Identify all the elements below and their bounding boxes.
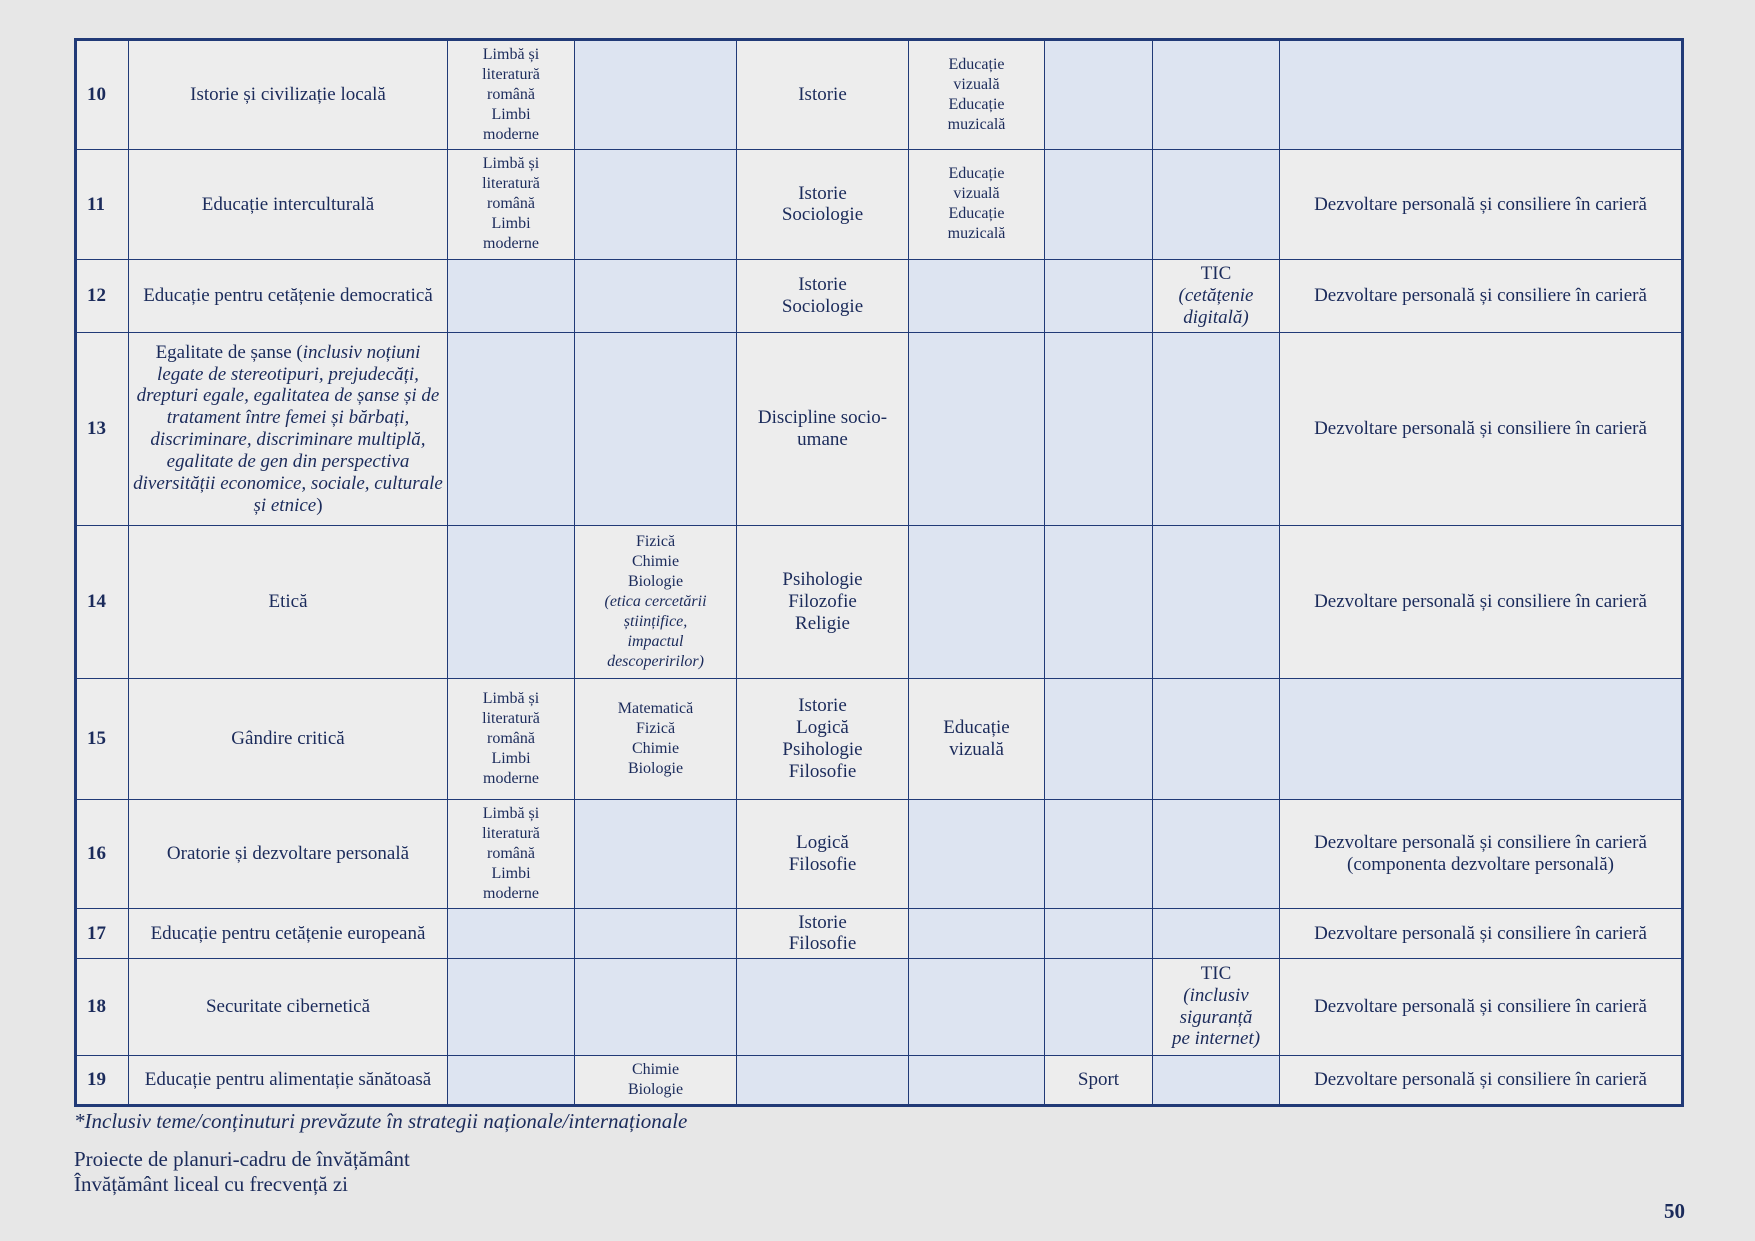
counseling-note: (componenta dezvoltare personală) (1347, 854, 1614, 876)
counseling-text: Dezvoltare personală și consiliere în carieră (1314, 193, 1647, 215)
counseling-text: Dezvoltare personală și consiliere în carieră (1314, 832, 1647, 854)
language-cell-line: română (487, 729, 535, 747)
counseling-cell (1280, 259, 1683, 332)
sport-cell (1045, 800, 1153, 909)
language-cell-line: moderne (483, 769, 539, 787)
sciences-cell-line: Matematică (617, 699, 694, 717)
counseling-text: Dezvoltare personală și consiliere în carieră (1314, 922, 1647, 944)
language-cell-line: moderne (483, 885, 539, 903)
language-cell (448, 259, 575, 332)
arts-cell-line: vizuală (953, 185, 1000, 203)
theme-text: Educație pentru cetățenie democratică (143, 284, 433, 306)
sciences-cell-line: Biologie (627, 573, 684, 591)
footer-line-2: Învățământ liceal cu frecvență zi (74, 1172, 349, 1196)
theme-cell (129, 526, 448, 678)
tic-cell-note-line: pe internet) (1171, 1028, 1261, 1050)
tic-cell (1153, 909, 1280, 958)
arts-cell-line: Educație (948, 205, 1005, 223)
sciences-cell-line: Biologie (627, 1080, 684, 1098)
social-cell-line: Istorie (798, 182, 847, 204)
sciences-cell (575, 1055, 737, 1105)
language-cell (448, 332, 575, 526)
theme-cell (129, 909, 448, 958)
language-cell-line: literatură (482, 175, 540, 193)
sciences-cell-note-line: (etica cercetării (604, 593, 707, 611)
sciences-cell (575, 958, 737, 1055)
counseling-cell (1280, 800, 1683, 909)
arts-cell (909, 150, 1045, 259)
language-cell (448, 958, 575, 1055)
sciences-cell-line: Chimie (631, 739, 680, 757)
social-cell-line: Filosofie (788, 933, 857, 955)
counseling-cell (1280, 332, 1683, 526)
theme-italic-text: inclusiv noțiuni legate de stereotipuri, prejudecăți, drepturi egale, egalitatea de șanse și de tratament între femei și bărbați, discriminare, discriminare multiplă, egalitate de gen din perspectiva diversității economice, sociale, culturale și etnice (133, 341, 443, 516)
theme-cell (129, 1055, 448, 1105)
language-cell-line: Limbă și (482, 689, 540, 707)
tic-cell (1153, 678, 1280, 799)
theme-text: Educație interculturală (201, 193, 375, 215)
tic-cell (1153, 40, 1280, 150)
counseling-text: Dezvoltare personală și consiliere în carieră (1314, 591, 1647, 613)
language-cell (448, 1055, 575, 1105)
table-row (76, 150, 1683, 259)
counseling-cell (1280, 958, 1683, 1055)
language-cell-line: Limbă și (482, 46, 540, 64)
sport-cell (1045, 150, 1153, 259)
arts-cell (909, 1055, 1045, 1105)
social-cell-line: Sociologie (781, 204, 864, 226)
sport-cell (1045, 526, 1153, 678)
social-cell-line: Filozofie (788, 591, 857, 613)
row-number: 14 (76, 526, 129, 678)
table-body (76, 40, 1683, 1106)
arts-cell (909, 332, 1045, 526)
language-cell-line: Limbă și (482, 155, 540, 173)
table-row (76, 259, 1683, 332)
arts-cell-line: Educație (948, 56, 1005, 74)
social-cell-line: Filosofie (788, 760, 857, 782)
social-cell-line: Istorie (798, 695, 847, 717)
table-row (76, 526, 1683, 678)
row-number: 17 (76, 909, 129, 958)
arts-cell (909, 526, 1045, 678)
tic-cell (1153, 332, 1280, 526)
theme-text: Oratorie și dezvoltare personală (166, 843, 410, 865)
social-cell (737, 259, 909, 332)
social-cell (737, 40, 909, 150)
table-row (76, 332, 1683, 526)
social-cell (737, 150, 909, 259)
social-cell (737, 1055, 909, 1105)
social-cell-line: Istorie (798, 911, 847, 933)
row-number: 13 (76, 332, 129, 526)
language-cell (448, 526, 575, 678)
theme-cell (129, 259, 448, 332)
social-cell-line: Religie (795, 612, 850, 634)
table-row (76, 909, 1683, 958)
language-cell (448, 150, 575, 259)
sciences-cell (575, 800, 737, 909)
social-cell (737, 526, 909, 678)
social-cell-line: Logică (796, 832, 849, 854)
theme-text: Etică (268, 591, 308, 613)
sciences-cell (575, 40, 737, 150)
row-number: 18 (76, 958, 129, 1055)
sport-cell: Sport (1045, 1055, 1153, 1105)
language-cell-line: Limbi (491, 749, 531, 767)
table-row (76, 678, 1683, 799)
arts-cell (909, 800, 1045, 909)
arts-cell (909, 40, 1045, 150)
row-number: 19 (76, 1055, 129, 1105)
arts-cell-line: vizuală (953, 76, 1000, 94)
sciences-cell-note-line: impactul (627, 633, 684, 651)
theme-cell (129, 150, 448, 259)
social-cell-line: umane (797, 429, 848, 451)
language-cell-line: literatură (482, 709, 540, 727)
language-cell (448, 909, 575, 958)
language-cell-line: Limbă și (482, 805, 540, 823)
theme-cell (129, 678, 448, 799)
tic-cell-note-line: (cetățenie (1178, 284, 1254, 306)
language-cell-line: literatură (482, 825, 540, 843)
theme-close-text: ) (316, 494, 323, 516)
social-cell-line: Discipline socio- (757, 407, 888, 429)
counseling-text: Dezvoltare personală și consiliere în carieră (1314, 418, 1647, 440)
sciences-cell-line: Fizică (635, 719, 676, 737)
sciences-cell-note-line: științifice, (623, 613, 688, 631)
sport-cell (1045, 332, 1153, 526)
theme-cell (129, 800, 448, 909)
theme-text: Istorie și civilizație locală (190, 84, 386, 106)
page-number: 50 (1664, 1199, 1685, 1223)
sciences-cell (575, 678, 737, 799)
arts-cell (909, 909, 1045, 958)
sport-cell (1045, 678, 1153, 799)
footnote: *Inclusiv teme/conținuturi prevăzute în strategii naționale/internaționale (74, 1109, 688, 1133)
sciences-cell-note-line: descoperirilor) (607, 653, 704, 671)
language-cell-line: Limbi (491, 865, 531, 883)
theme-cell (129, 40, 448, 150)
theme-text: Securitate cibernetică (205, 995, 371, 1017)
theme-text: Gândire critică (231, 727, 345, 749)
arts-cell-line: muzicală (947, 116, 1006, 134)
language-cell-line: moderne (483, 126, 539, 144)
tic-cell-note-line: digitală) (1183, 306, 1249, 328)
row-number: 11 (76, 150, 129, 259)
counseling-cell (1280, 40, 1683, 150)
social-cell (737, 958, 909, 1055)
language-cell-line: română (487, 195, 535, 213)
row-number: 15 (76, 678, 129, 799)
row-number: 16 (76, 800, 129, 909)
table-row (76, 1055, 1683, 1105)
social-cell (737, 332, 909, 526)
footer-line-1: Proiecte de planuri-cadru de învățământ (74, 1147, 410, 1171)
theme-text: Educație pentru alimentație sănătoasă (144, 1068, 432, 1090)
sport-cell (1045, 259, 1153, 332)
language-cell-line: Limbi (491, 215, 531, 233)
tic-cell (1153, 1055, 1280, 1105)
tic-cell-line: TIC (1200, 262, 1232, 284)
counseling-cell (1280, 1055, 1683, 1105)
theme-text: Egalitate de șanse ( (155, 341, 303, 363)
sciences-cell (575, 259, 737, 332)
theme-text: Educație pentru cetățenie europeană (150, 922, 426, 944)
social-cell-line: Logică (796, 717, 849, 739)
social-cell-line: Psihologie (782, 738, 863, 760)
language-cell-line: Limbi (491, 106, 531, 124)
sciences-cell (575, 909, 737, 958)
social-cell-line: Istorie (798, 273, 847, 295)
language-cell (448, 40, 575, 150)
social-cell-line: Filosofie (788, 854, 857, 876)
tic-cell (1153, 800, 1280, 909)
sport-cell (1045, 909, 1153, 958)
sciences-cell (575, 150, 737, 259)
language-cell-line: moderne (483, 235, 539, 253)
tic-cell-line: TIC (1200, 962, 1232, 984)
social-cell (737, 678, 909, 799)
tic-cell-note-line: (inclusiv (1183, 984, 1249, 1006)
arts-cell-line: muzicală (947, 225, 1006, 243)
social-cell (737, 909, 909, 958)
counseling-text: Dezvoltare personală și consiliere în carieră (1314, 284, 1647, 306)
sport-cell (1045, 958, 1153, 1055)
sciences-cell-line: Chimie (631, 553, 680, 571)
table-row (76, 40, 1683, 150)
tic-cell (1153, 526, 1280, 678)
arts-cell-line: Educație (948, 165, 1005, 183)
arts-cell-line: vizuală (949, 738, 1004, 760)
arts-cell (909, 678, 1045, 799)
tic-cell-note-line: siguranță (1179, 1006, 1253, 1028)
arts-cell (909, 958, 1045, 1055)
language-cell-line: română (487, 86, 535, 104)
sciences-cell-line: Biologie (627, 759, 684, 777)
tic-cell (1153, 259, 1280, 332)
theme-cell (129, 332, 448, 526)
table-row (76, 800, 1683, 909)
arts-cell-line: Educație (943, 717, 1010, 739)
counseling-cell (1280, 909, 1683, 958)
tic-cell (1153, 958, 1280, 1055)
row-number: 12 (76, 259, 129, 332)
counseling-cell (1280, 526, 1683, 678)
social-cell-line: Sociologie (781, 295, 864, 317)
counseling-text: Dezvoltare personală și consiliere în carieră (1314, 995, 1647, 1017)
social-cell-line: Psihologie (782, 569, 863, 591)
row-number: 10 (76, 40, 129, 150)
curriculum-table (74, 38, 1684, 1107)
arts-cell (909, 259, 1045, 332)
arts-cell-line: Educație (948, 96, 1005, 114)
theme-cell (129, 958, 448, 1055)
sciences-cell (575, 332, 737, 526)
counseling-cell (1280, 150, 1683, 259)
language-cell (448, 678, 575, 799)
sciences-cell-line: Chimie (631, 1060, 680, 1078)
language-cell (448, 800, 575, 909)
social-cell-line: Istorie (798, 84, 847, 106)
sport-cell (1045, 40, 1153, 150)
sciences-cell (575, 526, 737, 678)
social-cell (737, 800, 909, 909)
language-cell-line: literatură (482, 66, 540, 84)
counseling-cell (1280, 678, 1683, 799)
counseling-text: Dezvoltare personală și consiliere în carieră (1314, 1068, 1647, 1090)
table-row (76, 958, 1683, 1055)
language-cell-line: română (487, 845, 535, 863)
sciences-cell-line: Fizică (635, 533, 676, 551)
tic-cell (1153, 150, 1280, 259)
